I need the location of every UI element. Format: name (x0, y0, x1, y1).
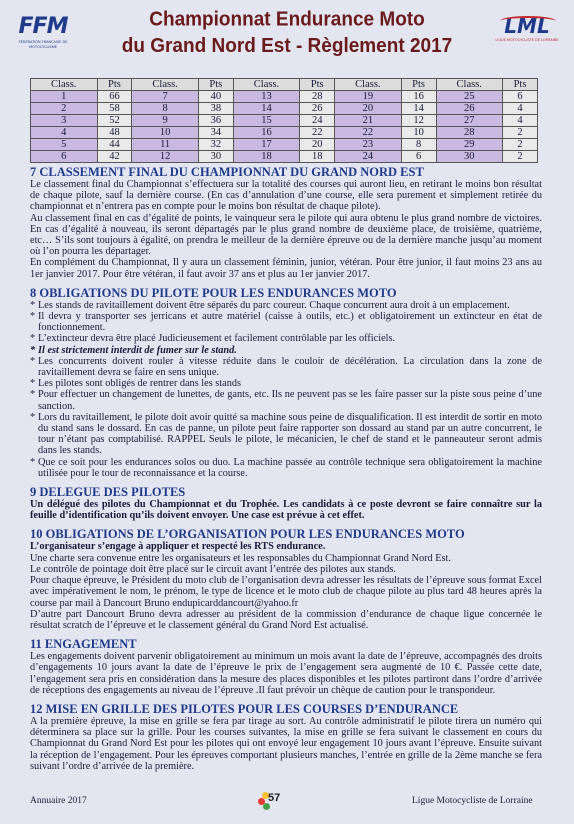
class-cell: 2 (31, 103, 98, 115)
points-cell: 36 (198, 115, 233, 127)
points-cell: 10 (401, 127, 436, 139)
class-cell: 13 (233, 91, 300, 103)
class-cell: 14 (233, 103, 300, 115)
section-10-paragraph: Une charte sera convenue entre les organisateurs et les responsables du Championnat Grand Nord Est. (30, 552, 451, 564)
points-cell: 32 (198, 139, 233, 151)
points-table (30, 78, 538, 163)
table-header-cell: Pts (300, 79, 335, 91)
ffm-logo-subtitle: FÉDÉRATION FRANÇAISE DE MOTOCYCLISME (18, 40, 68, 49)
points-cell: 66 (97, 91, 132, 103)
dot-icon (263, 803, 270, 810)
points-cell: 4 (503, 115, 538, 127)
table-row (31, 103, 538, 115)
class-cell: 23 (335, 139, 402, 151)
class-cell: 15 (233, 115, 300, 127)
footer (0, 792, 574, 812)
section-11 (30, 637, 542, 696)
points-cell: 44 (97, 139, 132, 151)
section-12-title: 12 MISE EN GRILLE DES PILOTES POUR LES COURSES D’ENDURANCE (30, 701, 459, 716)
class-cell: 18 (233, 151, 300, 163)
class-cell: 27 (436, 115, 503, 127)
title-line-2: du Grand Nord Est - Règlement 2017 (121, 35, 453, 58)
list-item: * Il est strictement interdit de fumer sur le stand. (30, 345, 542, 356)
class-cell: 28 (436, 127, 503, 139)
class-cell: 22 (335, 127, 402, 139)
points-cell: 16 (401, 91, 436, 103)
points-cell: 40 (198, 91, 233, 103)
class-cell: 9 (132, 115, 199, 127)
section-10-paragraph: D’autre part Dancourt Bruno devra adresser au président de la commission d’endurance de chaque ligue concernée le résultat scratch de l’épreuve et le classement général du Grand Nord Est actualisé. (30, 608, 542, 631)
section-9-title: 9 DELEGUE DES PILOTES (30, 485, 186, 500)
table-header-cell: Pts (97, 79, 132, 91)
points-cell: 18 (300, 151, 335, 163)
class-cell: 19 (335, 91, 402, 103)
table-header-cell: Class. (436, 79, 503, 91)
footer-annuaire: Annuaire 2017 (30, 796, 87, 806)
list-item: * Que ce soit pour les endurances solos ou duo. La machine passée au contrôle technique sera obligatoirement la machine utilisée pour le tour de reconnaissance et la course. (30, 457, 542, 479)
class-cell: 24 (335, 151, 402, 163)
class-cell: 1 (31, 91, 98, 103)
table-header-cell: Class. (233, 79, 300, 91)
class-cell: 17 (233, 139, 300, 151)
section-10 (30, 527, 542, 631)
class-cell: 6 (31, 151, 98, 163)
section-7-paragraph: En complément du Championnat, Il y aura un classement féminin, junior, vétéran. Pour être junior, il faut moins 23 ans au 1er janvier 2017. Pour être vétéran, il faut avoir 37 ans et plus au 1er janvier 2017. (30, 257, 542, 280)
class-cell: 3 (31, 115, 98, 127)
section-10-paragraph: L’organisateur s’engage à appliquer et respecté les RTS endurance. (30, 541, 326, 553)
table-row (31, 127, 538, 139)
section-10-title: 10 OBLIGATIONS DE L’ORGANISATION POUR LES ENDURANCES MOTO (30, 527, 465, 542)
swoosh-icon (500, 16, 556, 26)
section-8 (30, 286, 542, 479)
class-cell: 5 (31, 139, 98, 151)
points-cell: 2 (503, 139, 538, 151)
table-header-cell: Class. (335, 79, 402, 91)
table-header-cell: Class. (31, 79, 98, 91)
title-line-1: Championnat Endurance Moto (149, 8, 425, 31)
section-12-paragraph: A la première épreuve, la mise en grille se fera par tirage au sort. Au contrôle administratif le pilote tirera un numéro qui déterminera sa place sur la grille. Pour les courses suivantes, la mise en grille se fera suivant le classement en cours du Championnat du Grand Nord Est pour les pilotes qui ont envoyé leur engagement 10 jours avant l’épreuve. Ensuite suivant la réception de l’engagement. Pour les épreuves comportant plusieurs manches, l’entrée en grille de la 2ème manche se fera suivant l’ordre d’arrivée de la première. (30, 715, 542, 772)
list-item: * Lors du ravitaillement, le pilote doit avoir quitté sa machine sous peine de disqualification. Il est interdit de sortir en moto du stand sans le dossard. En cas de panne, un pilote peut faire rapporter son dossard au stand par un autre concurrent, le tour n’étant pas comptabilisé. RAPPEL Seuls le pilote, le mécanicien, le chef de stand et le panneauteur seront admis dans les stands. (30, 412, 542, 457)
section-11-title: 11 ENGAGEMENT (30, 637, 137, 652)
class-cell: 29 (436, 139, 503, 151)
section-7 (30, 165, 542, 280)
ffm-logo (8, 14, 78, 54)
section-7-title: 7 CLASSEMENT FINAL DU CHAMPIONNAT DU GRAND NORD EST (30, 165, 424, 179)
table-header-cell: Pts (198, 79, 233, 91)
class-cell: 25 (436, 91, 503, 103)
section-7-paragraph: Le classement final du Championnat s’effectuera sur la totalité des courses qui auront lieu, en retirant le moins bon résultat de chaque pilote, sauf la dernière course. (En cas d’annulation d’une course, elle sera purement et simplement retirée du championnat et n’entrera pas en compte pour le moins bon résultat de chaque pilote). (30, 179, 542, 213)
points-cell: 2 (503, 127, 538, 139)
list-item: * Les stands de ravitaillement doivent être séparés du parc coureur. Chaque concurrent aura droit à un emplacement. (30, 300, 542, 311)
table-row (31, 151, 538, 163)
class-cell: 26 (436, 103, 503, 115)
class-cell: 7 (132, 91, 199, 103)
points-cell: 30 (198, 151, 233, 163)
rules-content (30, 165, 542, 772)
points-cell: 14 (401, 103, 436, 115)
points-cell: 52 (97, 115, 132, 127)
points-cell: 42 (97, 151, 132, 163)
table-row (31, 91, 538, 103)
points-cell: 28 (300, 91, 335, 103)
class-cell: 11 (132, 139, 199, 151)
points-cell: 20 (300, 139, 335, 151)
class-cell: 16 (233, 127, 300, 139)
points-cell: 22 (300, 127, 335, 139)
footer-ligue: Ligue Motocycliste de Lorraine (412, 796, 533, 806)
list-item: * L’extincteur devra être placé Judicieusement et facilement contrôlable par les officiels. (30, 333, 542, 344)
section-9-paragraph: Un délégué des pilotes du Championnat et du Trophée. Les candidats à ce poste devront se faire connaître sur la feuille d’identification qu’ils doivent envoyer. Une case est prévue à cet effet. (30, 499, 542, 522)
class-cell: 4 (31, 127, 98, 139)
ffm-logo-mark: FFM (18, 14, 68, 39)
table-header-cell: Pts (401, 79, 436, 91)
points-cell: 8 (401, 139, 436, 151)
points-cell: 12 (401, 115, 436, 127)
section-8-list (30, 300, 542, 479)
lml-logo-subtitle: LIGUE MOTOCYCLISTE DE LORRAINE (495, 38, 559, 42)
points-cell: 4 (503, 103, 538, 115)
page-title (100, 7, 474, 60)
points-cell: 24 (300, 115, 335, 127)
points-cell: 48 (97, 127, 132, 139)
section-11-paragraph: Les engagements doivent parvenir obligatoirement au minimum un mois avant la date de l’épreuve, accompagnés des droits d’engagements 10 jours avant la date de l’épreuve le prix de l’engagement sera augmenté de 10 €. Passée cette date, l’engagement sera pris en considération dans la mesure des places disponibles et les pilotes partiront dans l’ordre d’arrivée de réceptions des engagements au niveau de l’épreuve .Il faut prévoir un chèque de caution pour le transpondeur. (30, 651, 542, 696)
points-cell: 58 (97, 103, 132, 115)
points-cell: 2 (503, 151, 538, 163)
list-item: * Les pilotes sont obligés de rentrer dans les stands (30, 378, 542, 389)
class-cell: 10 (132, 127, 199, 139)
header (0, 0, 574, 72)
points-table-header (31, 79, 538, 91)
class-cell: 8 (132, 103, 199, 115)
points-cell: 34 (198, 127, 233, 139)
points-cell: 6 (401, 151, 436, 163)
section-10-paragraph: Le contrôle de pointage doit être placé sur le circuit avant l’entrée des pilotes aux stands. (30, 563, 396, 575)
table-row (31, 115, 538, 127)
class-cell: 20 (335, 103, 402, 115)
points-cell: 26 (300, 103, 335, 115)
list-item: * Pour effectuer un changement de lunettes, de gants, etc. Ils ne peuvent pas se les faire passer sur la piste sous peine d’une sanction. (30, 389, 542, 411)
section-10-paragraph: Pour chaque épreuve, le Président du moto club de l’organisation devra adresser les résultats de l’épreuve sous format Excel avec impérativement le nom, le prénom, le type de licence et le moto club de chaque pilote au plus tard 48 heures après la course par mail à Dancourt Bruno endupicarddancourt@yahoo.fr (30, 575, 542, 609)
points-cell: 38 (198, 103, 233, 115)
table-row (31, 139, 538, 151)
list-item: * Les concurrents doivent rouler à vitesse réduite dans le couloir de décélération. La circulation dans la zone de ravitaillement devra se faire en sens unique. (30, 356, 542, 378)
table-header-cell: Class. (132, 79, 199, 91)
section-12 (30, 702, 542, 772)
lml-logo-mark: LML (504, 14, 550, 38)
section-9 (30, 485, 542, 521)
class-cell: 12 (132, 151, 199, 163)
table-header-cell: Pts (503, 79, 538, 91)
points-cell: 6 (503, 91, 538, 103)
section-7-paragraph: Au classement final en cas d’égalité de points, le vainqueur sera le pilote qui aura obtenu le plus grand nombre de victoires. En cas d’égalité à nouveau, ils seront départagés par le plus grand nombre de deuxième place, de troisième, quatrième, etc… S’ils sont toujours à égalité, on prendra le meilleur de la dernière épreuve ou de la dernière manche jusqu’au moment où l’on pourra les départager. (30, 212, 542, 258)
points-table-body (31, 91, 538, 163)
section-8-title: 8 OBLIGATIONS DU PILOTE POUR LES ENDURANCES MOTO (30, 285, 397, 300)
class-cell: 21 (335, 115, 402, 127)
list-item: * Il devra y transporter ses jerricans et autre matériel (caisse à outils, etc.) et obligatoirement un extincteur en état de fonctionnement. (30, 311, 542, 333)
class-cell: 30 (436, 151, 503, 163)
page-number: 57 (268, 792, 281, 804)
lml-logo (494, 14, 560, 54)
